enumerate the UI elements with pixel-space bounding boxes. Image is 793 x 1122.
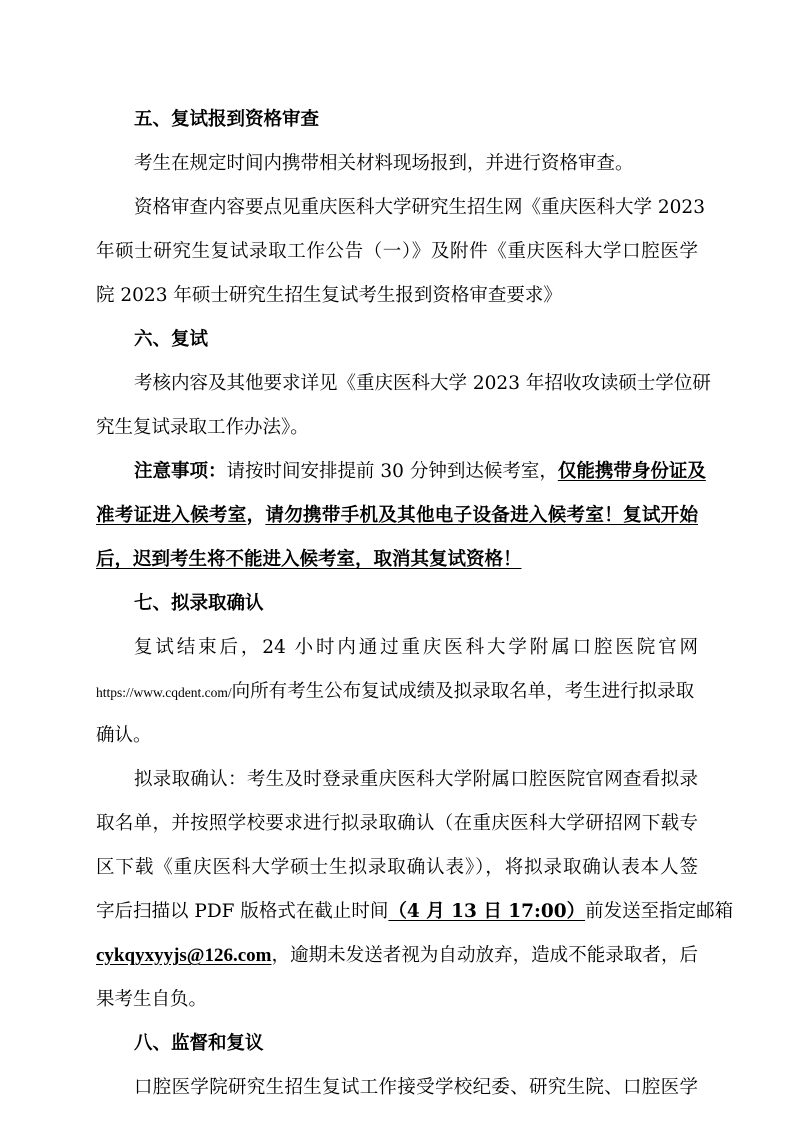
section-7-text: 字后扫描以 PDF 版格式在截止时间 — [96, 901, 389, 922]
section-5-paragraph-2-line-2: 年硕士研究生复试录取工作公告（一）》及附件《重庆医科大学口腔医学 — [96, 241, 698, 262]
section-5-paragraph-2-line-1: 资格审查内容要点见重庆医科大学研究生招生网《重庆医科大学 2023 — [134, 197, 705, 218]
section-8-paragraph-1-line-1: 口腔医学院研究生招生复试工作接受学校纪委、研究生院、口腔医学 — [134, 1077, 698, 1098]
section-8-heading: 八、监督和复议 — [134, 1033, 264, 1054]
section-7-paragraph-1-text: 向所有考生公布复试成绩及拟录取名单，考生进行拟录取 — [231, 681, 695, 702]
section-7-text: 前发送至指定邮箱 — [585, 901, 734, 922]
notice-label: 注意事项： — [134, 461, 227, 482]
section-5-paragraph-1: 考生在规定时间内携带相关材料现场报到，并进行资格审查。 — [134, 153, 634, 174]
email-address: cykqyxyyjs@126.com — [96, 945, 272, 966]
notice-text: 请按时间安排提前 30 分钟到达候考室， — [226, 461, 558, 482]
section-7-paragraph-2-line-3: 区下载《重庆医科大学硕士生拟录取确认表》），将拟录取确认表本人签 — [96, 857, 698, 878]
section-7-paragraph-2-line-5 — [96, 944, 698, 968]
notice-comma: ， — [246, 505, 266, 526]
section-7-paragraph-1-line-3: 确认。 — [96, 725, 152, 746]
section-7-paragraph-2-line-2: 取名单，并按照学校要求进行拟录取确认（在重庆医科大学研招网下载专 — [96, 813, 698, 834]
section-6-paragraph-1-line-2: 究生复试录取工作办法》。 — [96, 417, 309, 438]
notice-line-1 — [134, 460, 706, 484]
section-7-paragraph-2-line-6: 果考生自负。 — [96, 989, 208, 1010]
section-7-heading: 七、拟录取确认 — [134, 593, 264, 614]
hospital-website-url: https://www.cqdent.com/ — [96, 685, 232, 700]
section-7-paragraph-1-line-2 — [0, 680, 793, 705]
section-6-paragraph-1-line-1: 考核内容及其他要求详见《重庆医科大学 2023 年招收攻读硕士学位研 — [134, 373, 711, 394]
section-5-paragraph-2-line-3: 院 2023 年硕士研究生招生复试考生报到资格审查要求》 — [96, 285, 562, 306]
section-7-paragraph-2-line-1: 拟录取确认：考生及时登录重庆医科大学附属口腔医院官网查看拟录 — [134, 769, 698, 790]
section-7-paragraph-2-line-4 — [96, 900, 734, 924]
section-5-heading: 五、复试报到资格审查 — [134, 109, 320, 130]
section-6-heading: 六、复试 — [134, 329, 209, 350]
deadline: （4 月 13 日 17:00） — [388, 901, 586, 922]
notice-warning-text: 请勿携带手机及其他电子设备进入候考室！复试开始 — [265, 505, 698, 526]
notice-line-2 — [96, 504, 698, 528]
section-7-text: ，逾期未发送者视为自动放弃，造成不能录取者，后 — [271, 945, 698, 966]
notice-underlined-text: 仅能携带身份证及 — [557, 461, 706, 482]
notice-warning-text: 后，迟到考生将不能进入候考室，取消其复试资格！ — [96, 549, 522, 570]
section-7-paragraph-1-line-1: 复试结束后，24 小时内通过重庆医科大学附属口腔医院官网 — [134, 637, 698, 658]
notice-line-3 — [0, 548, 793, 572]
notice-underlined-text: 准考证进入候考室 — [96, 505, 247, 526]
